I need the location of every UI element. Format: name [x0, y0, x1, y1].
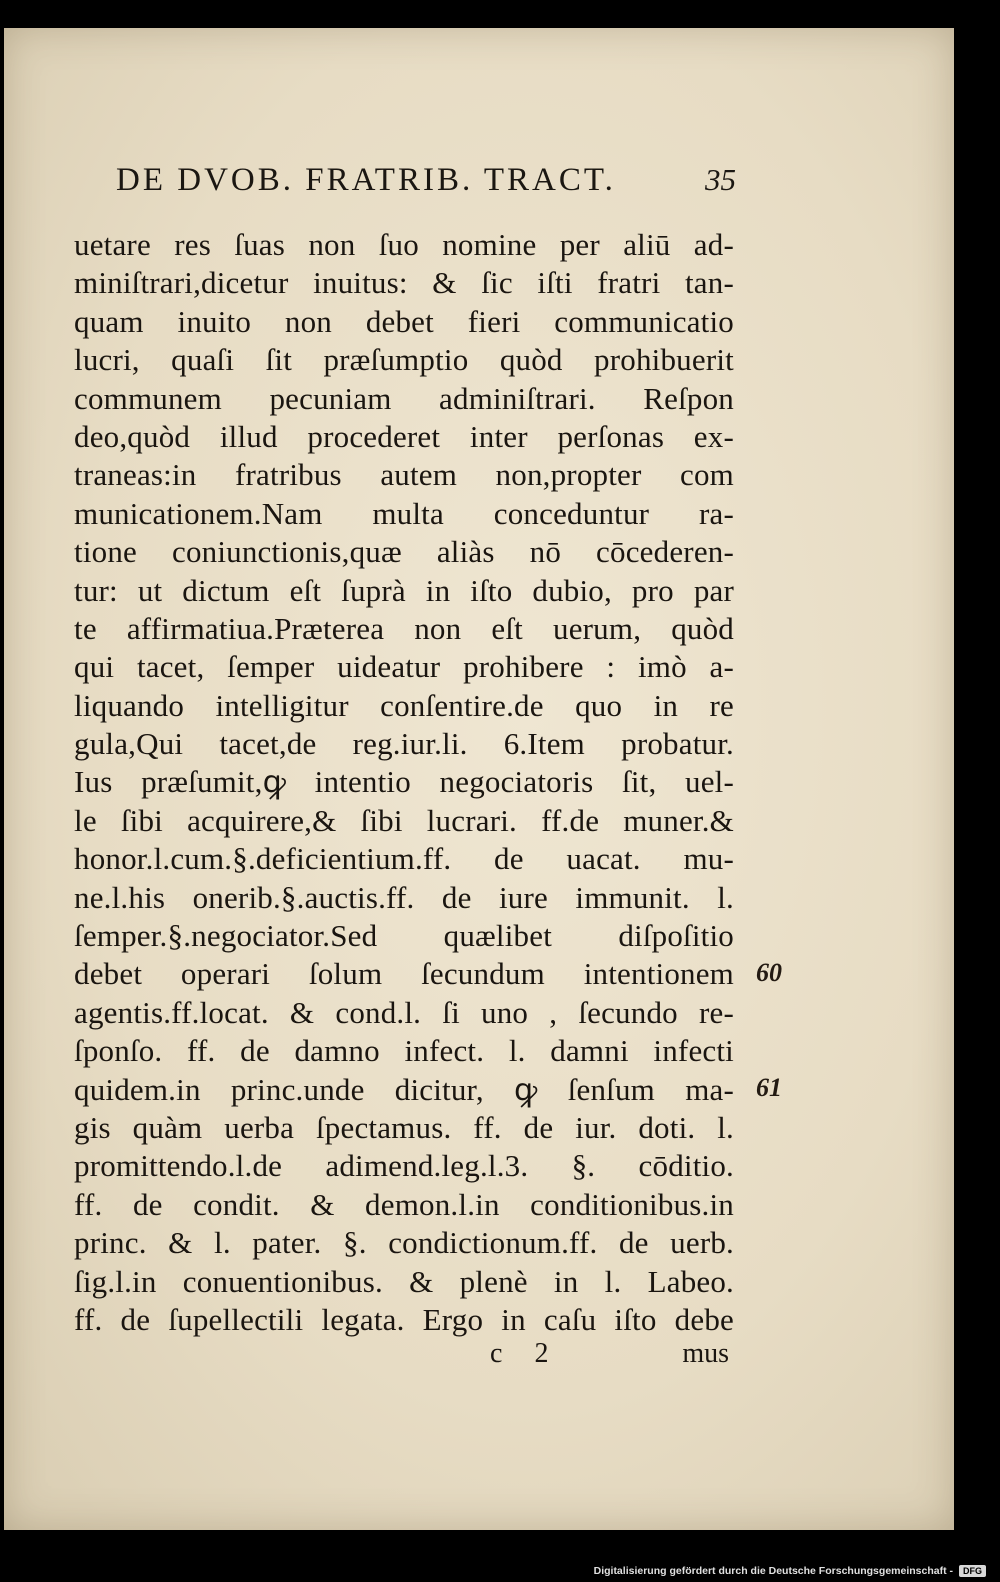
- text-line: agentis.ff.locat. & cond.l. ſi uno , ſecundo re-: [74, 994, 734, 1030]
- text-line: ſponſo. ff. de damno infect. l. damni infecti: [74, 1033, 734, 1069]
- text-line: lucri, quaſi ſit præſumptio quòd prohibuerit: [74, 342, 734, 378]
- text-line: te affirmatiua.Præterea non eſt uerum, quòd: [74, 610, 734, 646]
- text-line: deo,quòd illud procederet inter perſonas ex-: [74, 418, 734, 454]
- text-line: ff. de condit. & demon.l.in conditionibus.in: [74, 1186, 734, 1222]
- text-line: traneas:in fratribus autem non,propter com: [74, 457, 734, 493]
- text-line: princ. & l. pater. §. condictionum.ff. de uerb.: [74, 1225, 734, 1261]
- dfg-logo-icon: DFG: [959, 1565, 986, 1577]
- text-line: honor.l.cum.§.deficientium.ff. de uacat. mu-: [74, 841, 734, 877]
- text-line: ſig.l.in conuentionibus. & plenè in l. Labeo.: [74, 1263, 734, 1299]
- text-line: Ius præſumit,ꝙ intentio negociatoris ſit, uel-: [74, 764, 734, 800]
- text-line: quidem.in princ.unde dicitur, ꝙ ſenſum ma-: [74, 1071, 734, 1107]
- text-line: uetare res ſuas non ſuo nomine per aliū ad-: [74, 227, 734, 262]
- book-page: [4, 28, 954, 1530]
- text-line: municationem.Nam multa conceduntur ra-: [74, 495, 734, 531]
- text-line: liquando intelligitur conſentire.de quo in re: [74, 687, 734, 723]
- text-line: gis quàm uerba ſpectamus. ff. de iur. doti. l.: [74, 1109, 734, 1145]
- folio-number: 35: [705, 162, 736, 197]
- body-text: [74, 226, 734, 1339]
- text-line: quam inuito non debet fieri communicatio: [74, 303, 734, 339]
- signature-mark: [484, 1338, 548, 1370]
- page-footer: [484, 1338, 729, 1370]
- text-line: gula,Qui tacet,de reg.iur.li. 6.Item probatur.: [74, 726, 734, 762]
- signature-letter: c: [490, 1338, 503, 1369]
- catchword: mus: [682, 1338, 729, 1369]
- digitization-note: Digitalisierung gefördert durch die Deutsche Forschungsgemeinschaft -: [593, 1565, 953, 1577]
- text-line: tione coniunctionis,quæ aliàs nō cōcederen-: [74, 534, 734, 570]
- text-line: miniſtrari,dicetur inuitus: & ſic iſti fratri tan-: [74, 265, 734, 301]
- margin-note: 60: [756, 958, 782, 987]
- text-line: communem pecuniam adminiſtrari. Reſpon: [74, 380, 734, 416]
- running-head: DE DVOB. FRATRIB. TRACT.: [116, 162, 616, 198]
- text-line: tur: ut dictum eſt ſuprà in iſto dubio, pro par: [74, 572, 734, 608]
- margin-note: 61: [756, 1073, 782, 1102]
- text-line: le ſibi acquirere,& ſibi lucrari. ff.de muner.&: [74, 802, 734, 838]
- digitization-credit: [0, 1560, 1000, 1582]
- text-line: promittendo.l.de adimend.leg.l.3. §. cōditio.: [74, 1148, 734, 1184]
- page-header: [116, 162, 736, 199]
- text-line: ne.l.his onerib.§.auctis.ff. de iure immunit. l.: [74, 879, 734, 915]
- text-line: qui tacet, ſemper uideatur prohibere : imò a-: [74, 649, 734, 685]
- text-line: ff. de ſupellectili legata. Ergo in caſu iſto debe: [74, 1301, 734, 1337]
- text-line: debet operari ſolum ſecundum intentionem: [74, 956, 734, 992]
- text-line: ſemper.§.negociator.Sed quælibet diſpoſitio: [74, 918, 734, 954]
- signature-number: 2: [534, 1338, 549, 1369]
